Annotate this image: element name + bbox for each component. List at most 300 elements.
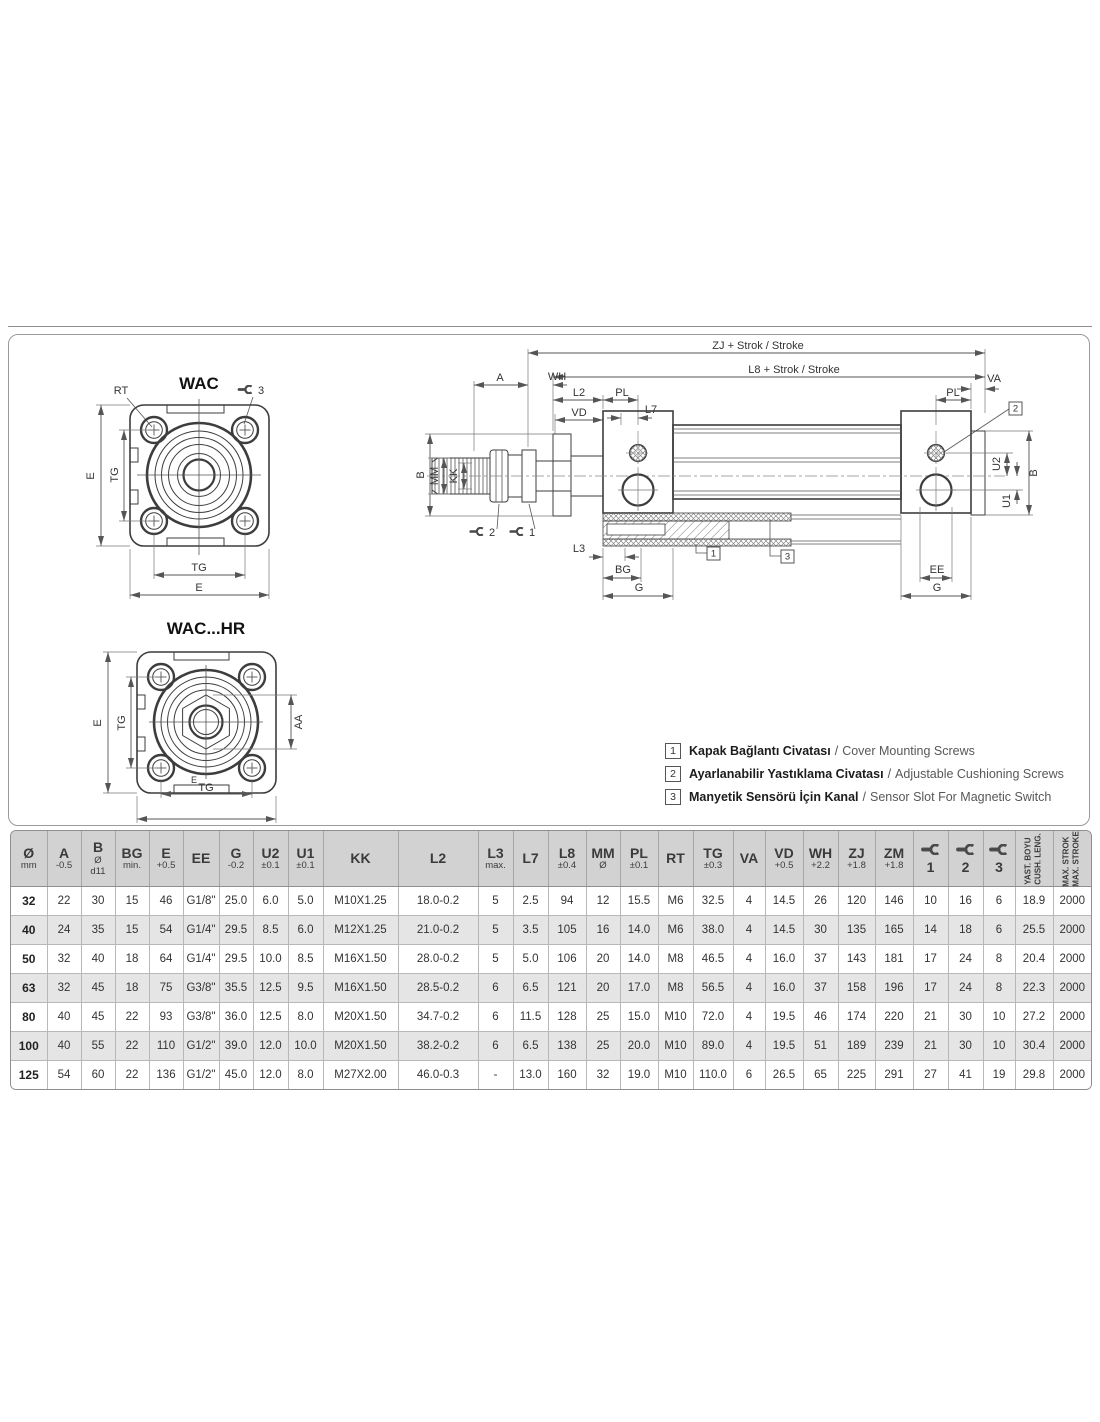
table-cell: 19.5: [765, 1032, 803, 1061]
table-cell: 16.0: [765, 945, 803, 974]
column-header: L3 max.: [478, 831, 513, 887]
dim-label-rt: RT: [113, 385, 129, 397]
dimension-table: [11, 831, 1091, 1089]
table-cell: 38.2-0.2: [398, 1032, 478, 1061]
table-cell: 41: [948, 1061, 983, 1090]
table-cell: 125: [11, 1061, 47, 1090]
table-cell: 32.5: [693, 887, 733, 916]
table-cell: 17: [913, 945, 948, 974]
table-cell: 6.0: [253, 887, 288, 916]
table-cell: 12.5: [253, 974, 288, 1003]
table-cell: G3/8": [183, 1003, 219, 1032]
column-header: ZM +1.8: [875, 831, 913, 887]
column-header: KK: [323, 831, 398, 887]
table-cell: 110: [149, 1032, 183, 1061]
table-cell: 6: [733, 1061, 765, 1090]
column-header: VA: [733, 831, 765, 887]
table-cell: 32: [11, 887, 47, 916]
table-cell: 22: [115, 1003, 149, 1032]
wrench-callout: 2: [488, 527, 496, 539]
column-header: A -0.5: [47, 831, 81, 887]
table-cell: 51: [803, 1032, 838, 1061]
column-header: L2: [398, 831, 478, 887]
table-cell: 12.0: [253, 1032, 288, 1061]
legend-item: [665, 766, 1064, 782]
table-cell: 10.0: [253, 945, 288, 974]
table-cell: 34.7-0.2: [398, 1003, 478, 1032]
table-cell: 4: [733, 887, 765, 916]
vertical-header-label: MAX. STROK MAX. STROKE: [1061, 830, 1082, 887]
table-cell: 121: [548, 974, 586, 1003]
table-cell: 26: [803, 887, 838, 916]
table-cell: 138: [548, 1032, 586, 1061]
table-row: [11, 945, 1091, 974]
table-cell: 6.5: [513, 1032, 548, 1061]
table-cell: G1/8": [183, 887, 219, 916]
column-header: [1015, 831, 1053, 887]
table-cell: 105: [548, 916, 586, 945]
table-cell: 32: [47, 945, 81, 974]
table-cell: M8: [658, 945, 693, 974]
dim-label-l2: L2: [572, 387, 586, 399]
column-header: BG min.: [115, 831, 149, 887]
table-cell: M10X1.25: [323, 887, 398, 916]
table-cell: 29.5: [219, 945, 253, 974]
dim-label-aa: AA: [293, 714, 305, 730]
table-cell: 2000: [1053, 916, 1091, 945]
wrench-callout: 1: [528, 527, 536, 539]
table-cell: 5: [478, 916, 513, 945]
table-cell: 17: [913, 974, 948, 1003]
table-cell: 30.4: [1015, 1032, 1053, 1061]
table-cell: 146: [875, 887, 913, 916]
dim-label-tg: TG: [116, 715, 128, 731]
table-cell: 56.5: [693, 974, 733, 1003]
table-cell: 35: [81, 916, 115, 945]
table-cell: 220: [875, 1003, 913, 1032]
table-cell: 291: [875, 1061, 913, 1090]
legend-separator: /: [862, 790, 866, 804]
table-cell: 22: [115, 1061, 149, 1090]
dim-label-l3: L3: [572, 543, 586, 555]
legend-item: [665, 789, 1064, 805]
dim-label-u2: U2: [991, 456, 1003, 472]
table-cell: 12: [586, 887, 620, 916]
table-cell: 8.5: [253, 916, 288, 945]
column-header: WH +2.2: [803, 831, 838, 887]
table-cell: 8.0: [288, 1061, 323, 1090]
callout-number: 3: [784, 551, 791, 563]
legend-item: [665, 743, 1064, 759]
table-cell: 8: [983, 945, 1015, 974]
column-header: Ø mm: [11, 831, 47, 887]
table-cell: M6: [658, 916, 693, 945]
wrench-icon: [238, 386, 252, 394]
legend-number-box: 1: [665, 743, 681, 759]
table-row: [11, 1061, 1091, 1090]
table-cell: 16: [948, 887, 983, 916]
dim-label-g: G: [932, 582, 942, 594]
table-cell: 24: [47, 916, 81, 945]
table-cell: 50: [11, 945, 47, 974]
table-cell: 65: [803, 1061, 838, 1090]
dim-label-mm: MM: [429, 466, 441, 486]
vertical-header-label: YAST. BOYU CUSH. LENG.: [1023, 832, 1043, 885]
table-cell: 15: [115, 887, 149, 916]
table-cell: 6.5: [513, 974, 548, 1003]
table-cell: 239: [875, 1032, 913, 1061]
table-cell: 4: [733, 945, 765, 974]
table-cell: 10: [913, 887, 948, 916]
table-cell: 143: [838, 945, 875, 974]
technical-drawing-panel: [8, 334, 1090, 826]
table-cell: 30: [948, 1032, 983, 1061]
top-divider: [8, 326, 1092, 327]
table-cell: 37: [803, 974, 838, 1003]
legend-text-turkish: Ayarlanabilir Yastıklama Civatası: [689, 767, 884, 781]
table-cell: M27X2.00: [323, 1061, 398, 1090]
table-cell: 3.5: [513, 916, 548, 945]
table-cell: 80: [11, 1003, 47, 1032]
table-cell: 4: [733, 1032, 765, 1061]
table-cell: 24: [948, 974, 983, 1003]
table-cell: 196: [875, 974, 913, 1003]
dim-label-vd: VD: [571, 407, 587, 419]
table-cell: 2000: [1053, 945, 1091, 974]
legend-number-box: 3: [665, 789, 681, 805]
table-cell: 30: [81, 887, 115, 916]
table-cell: M8: [658, 974, 693, 1003]
legend-text-english: Cover Mounting Screws: [842, 744, 975, 758]
table-cell: 25.5: [1015, 916, 1053, 945]
wac-view-title: WAC: [179, 374, 219, 393]
legend: [665, 743, 1064, 812]
column-header: VD +0.5: [765, 831, 803, 887]
table-cell: 89.0: [693, 1032, 733, 1061]
table-cell: 46.0-0.3: [398, 1061, 478, 1090]
table-cell: 8.5: [288, 945, 323, 974]
table-cell: 24: [948, 945, 983, 974]
table-cell: 135: [838, 916, 875, 945]
table-cell: 10: [983, 1003, 1015, 1032]
callout-number: 1: [710, 548, 717, 560]
table-row: [11, 974, 1091, 1003]
table-cell: 46: [149, 887, 183, 916]
dim-label-e: E: [85, 472, 97, 480]
dim-label-zj-stroke: ZJ + Strok / Stroke: [712, 340, 804, 352]
table-cell: M10: [658, 1061, 693, 1090]
table-cell: 6.0: [288, 916, 323, 945]
table-cell: 39.0: [219, 1032, 253, 1061]
column-header: B Ø d11: [81, 831, 115, 887]
table-cell: 106: [548, 945, 586, 974]
dim-label-g: G: [634, 582, 644, 594]
table-cell: M10: [658, 1003, 693, 1032]
dim-label-kk: KK: [448, 468, 460, 484]
table-cell: 8: [983, 974, 1015, 1003]
table-cell: 63: [11, 974, 47, 1003]
table-cell: 136: [149, 1061, 183, 1090]
table-cell: 22: [47, 887, 81, 916]
table-cell: 12.5: [253, 1003, 288, 1032]
wrench-icon: [921, 844, 941, 855]
table-cell: 30: [803, 916, 838, 945]
table-cell: 19.0: [620, 1061, 658, 1090]
table-header-row: [11, 831, 1091, 887]
table-cell: M20X1.50: [323, 1003, 398, 1032]
side-section-view: [415, 340, 1040, 600]
legend-separator: /: [887, 767, 892, 781]
table-cell: 46: [803, 1003, 838, 1032]
table-cell: 13.0: [513, 1061, 548, 1090]
table-cell: 2000: [1053, 1003, 1091, 1032]
table-cell: G1/2": [183, 1061, 219, 1090]
table-cell: 17.0: [620, 974, 658, 1003]
dim-label-l7: L7: [644, 404, 658, 416]
table-cell: 2000: [1053, 974, 1091, 1003]
wrench-icon: [509, 528, 522, 535]
table-cell: 110.0: [693, 1061, 733, 1090]
table-cell: 100: [11, 1032, 47, 1061]
table-cell: 160: [548, 1061, 586, 1090]
table-cell: 25.0: [219, 887, 253, 916]
table-cell: 2000: [1053, 1061, 1091, 1090]
column-header: L8 ±0.4: [548, 831, 586, 887]
table-cell: 5: [478, 887, 513, 916]
table-cell: 19: [983, 1061, 1015, 1090]
table-cell: 22.3: [1015, 974, 1053, 1003]
table-cell: 40: [47, 1003, 81, 1032]
table-row: [11, 1032, 1091, 1061]
table-cell: 20.0: [620, 1032, 658, 1061]
table-cell: G1/2": [183, 1032, 219, 1061]
table-cell: 9.5: [288, 974, 323, 1003]
dim-label-a: A: [496, 372, 504, 384]
table-cell: 32: [47, 974, 81, 1003]
legend-text-english: Sensor Slot For Magnetic Switch: [869, 790, 1052, 804]
column-header: E +0.5: [149, 831, 183, 887]
dim-label-tg: TG: [109, 467, 121, 483]
dim-label-tg: TG: [198, 782, 214, 794]
table-cell: 54: [47, 1061, 81, 1090]
legend-text-turkish: Manyetik Sensörü İçin Kanal: [689, 790, 859, 804]
table-cell: 14.0: [620, 945, 658, 974]
table-cell: 20.4: [1015, 945, 1053, 974]
wac-front-view: [85, 374, 269, 599]
table-cell: 35.5: [219, 974, 253, 1003]
table-cell: 189: [838, 1032, 875, 1061]
table-cell: 30: [948, 1003, 983, 1032]
column-header: U1 ±0.1: [288, 831, 323, 887]
table-cell: 14: [913, 916, 948, 945]
table-cell: 6: [478, 1032, 513, 1061]
table-cell: 28.5-0.2: [398, 974, 478, 1003]
table-cell: 11.5: [513, 1003, 548, 1032]
dim-label-tg: TG: [191, 562, 207, 574]
table-cell: 27: [913, 1061, 948, 1090]
table-cell: 8.0: [288, 1003, 323, 1032]
column-header: L7: [513, 831, 548, 887]
table-cell: 2.5: [513, 887, 548, 916]
dim-label-b: B: [415, 471, 427, 479]
table-cell: 2000: [1053, 887, 1091, 916]
table-cell: 55: [81, 1032, 115, 1061]
table-cell: 128: [548, 1003, 586, 1032]
table-cell: 45: [81, 1003, 115, 1032]
dim-label-pl: PL: [615, 387, 629, 399]
table-cell: 6: [478, 974, 513, 1003]
table-cell: M16X1.50: [323, 974, 398, 1003]
table-cell: 36.0: [219, 1003, 253, 1032]
table-cell: 29.8: [1015, 1061, 1053, 1090]
table-row: [11, 887, 1091, 916]
cushioning-screw: [626, 441, 650, 465]
table-cell: 174: [838, 1003, 875, 1032]
column-header: TG ±0.3: [693, 831, 733, 887]
dim-label-u1: U1: [1001, 493, 1013, 509]
table-cell: 18: [115, 974, 149, 1003]
column-header: RT: [658, 831, 693, 887]
table-cell: 5.0: [288, 887, 323, 916]
dim-label-va: VA: [987, 373, 1001, 385]
table-cell: 5.0: [513, 945, 548, 974]
table-cell: 16: [586, 916, 620, 945]
table-cell: 18.9: [1015, 887, 1053, 916]
table-cell: 225: [838, 1061, 875, 1090]
table-cell: 16.0: [765, 974, 803, 1003]
table-cell: 40: [81, 945, 115, 974]
table-cell: 54: [149, 916, 183, 945]
column-header: PL ±0.1: [620, 831, 658, 887]
table-cell: 6: [983, 887, 1015, 916]
column-header: MM Ø: [586, 831, 620, 887]
table-cell: 14.5: [765, 916, 803, 945]
column-header: U2 ±0.1: [253, 831, 288, 887]
table-cell: 4: [733, 916, 765, 945]
table-cell: 40: [11, 916, 47, 945]
table-row: [11, 916, 1091, 945]
table-cell: 38.0: [693, 916, 733, 945]
column-header: G -0.2: [219, 831, 253, 887]
dim-label-e: E: [195, 582, 203, 594]
wrench-icon: [469, 528, 482, 535]
table-cell: 22: [115, 1032, 149, 1061]
table-cell: 181: [875, 945, 913, 974]
dim-label-ee: EE: [929, 564, 945, 576]
table-cell: 6: [983, 916, 1015, 945]
wac-hr-view-title: WAC...HR: [166, 619, 246, 638]
table-cell: 14.5: [765, 887, 803, 916]
dimension-table-wrap: [10, 830, 1092, 1090]
table-cell: M20X1.50: [323, 1032, 398, 1061]
table-cell: 4: [733, 974, 765, 1003]
sensor-slot-callout: 3: [257, 385, 265, 397]
table-cell: 10.0: [288, 1032, 323, 1061]
table-cell: 21: [913, 1003, 948, 1032]
table-row: [11, 1003, 1091, 1032]
table-cell: 5: [478, 945, 513, 974]
column-header: [1053, 831, 1091, 887]
dim-label-e: E: [190, 775, 198, 785]
callout-number: 2: [1012, 403, 1019, 415]
table-cell: 45: [81, 974, 115, 1003]
table-cell: 32: [586, 1061, 620, 1090]
table-cell: 94: [548, 887, 586, 916]
table-cell: 72.0: [693, 1003, 733, 1032]
legend-number-box: 2: [665, 766, 681, 782]
table-cell: 2000: [1053, 1032, 1091, 1061]
table-cell: 18: [115, 945, 149, 974]
table-cell: G3/8": [183, 974, 219, 1003]
table-cell: M12X1.25: [323, 916, 398, 945]
table-cell: 75: [149, 974, 183, 1003]
table-cell: 14.0: [620, 916, 658, 945]
table-cell: M10: [658, 1032, 693, 1061]
table-cell: 37: [803, 945, 838, 974]
table-cell: M16X1.50: [323, 945, 398, 974]
table-cell: 18.0-0.2: [398, 887, 478, 916]
table-cell: 21.0-0.2: [398, 916, 478, 945]
table-cell: 28.0-0.2: [398, 945, 478, 974]
table-cell: 15.5: [620, 887, 658, 916]
table-cell: 19.5: [765, 1003, 803, 1032]
column-header: ZJ +1.8: [838, 831, 875, 887]
table-cell: 64: [149, 945, 183, 974]
column-header: EE: [183, 831, 219, 887]
table-cell: 29.5: [219, 916, 253, 945]
column-header: 1: [913, 831, 948, 887]
table-cell: 15: [115, 916, 149, 945]
table-cell: G1/4": [183, 945, 219, 974]
dim-label-pl: PL: [946, 387, 960, 399]
wrench-icon: [956, 844, 976, 855]
legend-text-english: Adjustable Cushioning Screws: [895, 767, 1064, 781]
table-cell: 6: [478, 1003, 513, 1032]
dim-label-l8-stroke: L8 + Strok / Stroke: [748, 364, 840, 376]
wac-hr-front-view: [92, 619, 305, 823]
table-cell: 20: [586, 974, 620, 1003]
dim-label-bg: BG: [615, 564, 631, 576]
table-cell: 93: [149, 1003, 183, 1032]
table-cell: 25: [586, 1032, 620, 1061]
table-cell: 60: [81, 1061, 115, 1090]
table-cell: 158: [838, 974, 875, 1003]
dim-label-e: E: [92, 719, 104, 727]
table-cell: 15.0: [620, 1003, 658, 1032]
legend-text-turkish: Kapak Bağlantı Civatası: [689, 744, 831, 758]
table-cell: 21: [913, 1032, 948, 1061]
column-header: 2: [948, 831, 983, 887]
table-cell: 4: [733, 1003, 765, 1032]
table-cell: 120: [838, 887, 875, 916]
legend-separator: /: [834, 744, 839, 758]
wrench-icon: [989, 844, 1009, 855]
dim-label-wh: WH: [547, 371, 567, 383]
cushioning-screw: [924, 441, 948, 465]
column-header: 3: [983, 831, 1015, 887]
dim-label-b: B: [1028, 469, 1040, 477]
table-cell: 45.0: [219, 1061, 253, 1090]
table-cell: 18: [948, 916, 983, 945]
table-cell: 20: [586, 945, 620, 974]
table-cell: 27.2: [1015, 1003, 1053, 1032]
table-cell: M6: [658, 887, 693, 916]
table-cell: 46.5: [693, 945, 733, 974]
table-cell: G1/4": [183, 916, 219, 945]
table-cell: 10: [983, 1032, 1015, 1061]
table-cell: 26.5: [765, 1061, 803, 1090]
table-cell: -: [478, 1061, 513, 1090]
